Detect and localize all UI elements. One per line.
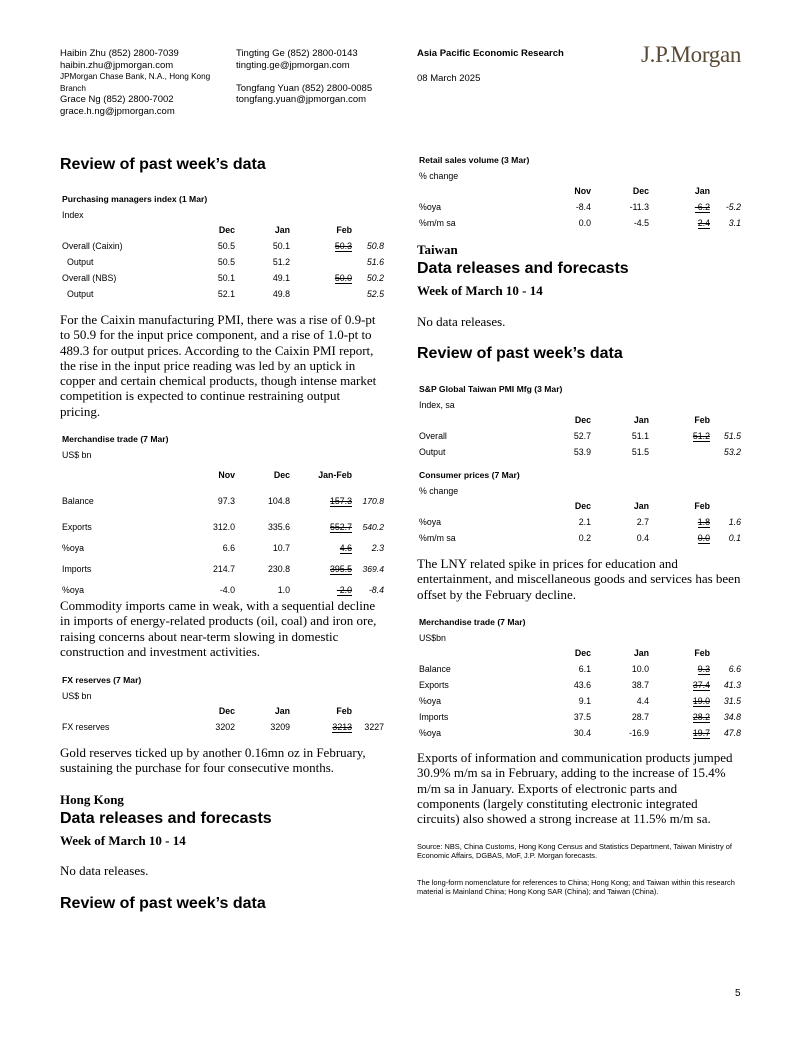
col-header: Dec: [273, 470, 290, 480]
value: 2.1: [578, 517, 591, 527]
actual-value: -8.4: [368, 585, 385, 595]
row-label: Imports: [62, 564, 92, 574]
table-row: [62, 238, 384, 254]
actual-value: 540.2: [362, 521, 385, 532]
actual-value: 2.3: [371, 543, 385, 553]
consumer-prices-table: [419, 467, 741, 546]
table-unit: US$bn: [419, 632, 446, 643]
actual-value: 170.8: [362, 495, 385, 506]
value: 4.4: [636, 696, 649, 706]
value: 0.4: [636, 533, 649, 543]
row-label: Balance: [62, 496, 94, 506]
value: 9.1: [578, 696, 591, 706]
forecast-value: 3213: [332, 722, 352, 732]
author-affiliation: JPMorgan Chase Bank, N.A., Hong Kong Branch: [60, 72, 211, 93]
value: 50.1: [272, 241, 290, 251]
table-unit: % change: [419, 170, 459, 181]
value: -16.9: [628, 728, 649, 738]
forecast-value: 552.7: [329, 522, 352, 532]
forecast-value: 51.2: [692, 431, 710, 441]
value: 51.5: [631, 447, 649, 457]
forecast-value: 50.3: [334, 241, 352, 251]
section-heading: Review of past week’s data: [417, 345, 623, 362]
col-header: Feb: [336, 706, 352, 716]
author-block-2: [236, 48, 411, 106]
paragraph: Exports of information and communication products jumped 30.9% m/m sa in February, adding to the increase of 15.4% m/m sa in January. Exports of electronic parts and components (largely constituting electronic integrated circuits) also showed a strong increase at 11.5% m/m sa.: [417, 750, 733, 827]
actual-value: 0.1: [728, 533, 741, 543]
value: 97.3: [217, 496, 235, 506]
value: -8.4: [575, 202, 591, 212]
value: 104.8: [267, 496, 290, 506]
col-header: Feb: [336, 225, 352, 235]
author-email[interactable]: haibin.zhu@jpmorgan.com: [60, 59, 174, 71]
forecast-value: 19.7: [692, 728, 710, 738]
table-row: [419, 428, 741, 444]
merchandise-trade-table: [62, 431, 384, 598]
table-row: [62, 582, 384, 598]
col-header: Dec: [632, 186, 649, 196]
forecast-value: 9.3: [697, 664, 710, 674]
col-header: Dec: [574, 648, 591, 658]
forecast-value: 157.3: [329, 496, 352, 506]
table-row: [62, 514, 384, 540]
taiwan-trade-table: [419, 614, 741, 741]
actual-value: 51.6: [366, 257, 385, 267]
col-header: Jan: [633, 501, 649, 511]
author-block-1: [60, 48, 235, 118]
table-row: [62, 488, 384, 514]
actual-value: 52.5: [366, 289, 385, 299]
row-label: Exports: [419, 680, 449, 690]
value: 312.0: [212, 522, 235, 532]
row-label: Output: [67, 289, 94, 299]
pmi-table: [62, 191, 384, 302]
row-label: %oya: [62, 543, 85, 553]
value: 0.0: [578, 218, 591, 228]
table-unit: Index, sa: [419, 399, 455, 410]
table-row: [419, 514, 741, 530]
actual-value: 34.8: [723, 712, 742, 722]
col-header: Feb: [694, 648, 710, 658]
value: 2.7: [636, 517, 649, 527]
table-unit: Index: [62, 209, 84, 220]
week-label: Week of March 10 - 14: [417, 283, 543, 298]
table-unit: % change: [419, 485, 459, 496]
value: 51.1: [631, 431, 649, 441]
week-label: Week of March 10 - 14: [60, 833, 186, 848]
author-email[interactable]: tingting.ge@jpmorgan.com: [236, 59, 350, 71]
value: 49.1: [272, 273, 290, 283]
forecast-value: 28.2: [692, 712, 710, 722]
col-header: Jan-Feb: [318, 470, 352, 480]
paragraph: Commodity imports came in weak, with a sequential decline in imports of energy-related products (oil, coal) and iron ore, raising concerns about near-term slowing in domestic construction and investment activities.: [60, 598, 377, 659]
row-label: Exports: [62, 522, 92, 532]
value: 1.0: [277, 585, 290, 595]
row-label: Overall (NBS): [62, 273, 117, 283]
table-row: [419, 530, 741, 546]
value: -11.3: [629, 202, 649, 212]
actual-value: 53.2: [723, 447, 742, 457]
table-row: [62, 286, 384, 302]
table-unit: US$ bn: [62, 449, 92, 460]
disclaimer-note: The long-form nomenclature for references to China; Hong Kong; and Taiwan within this research material is Mainland China; Hong Kong SAR (China); and Taiwan (China).: [417, 878, 735, 897]
col-header: Dec: [218, 225, 235, 235]
row-label: %oya: [419, 696, 442, 706]
paragraph: Gold reserves ticked up by another 0.16mn oz in February, sustaining the purchase for four consecutive months.: [60, 745, 366, 776]
forecast-value: -6.2: [694, 202, 710, 212]
row-label: FX reserves: [62, 722, 110, 732]
table-title: FX reserves (7 Mar): [62, 675, 142, 685]
row-label: Output: [67, 257, 94, 267]
table-title: Retail sales volume (3 Mar): [419, 155, 530, 165]
forecast-value: -2.0: [336, 585, 352, 595]
table-title: S&P Global Taiwan PMI Mfg (3 Mar): [419, 384, 563, 394]
row-label: %oya: [419, 728, 442, 738]
table-row: [62, 556, 384, 582]
col-header: Nov: [574, 186, 591, 196]
author-name: Grace Ng (852) 2800-7002: [60, 94, 174, 106]
region-heading-taiwan: Taiwan: [417, 242, 458, 257]
forecast-value: 2.4: [697, 218, 710, 228]
table-row: [62, 254, 384, 270]
value: 49.8: [272, 289, 290, 299]
no-releases-text: No data releases.: [60, 863, 149, 878]
row-label: %oya: [419, 202, 442, 212]
row-label: Imports: [419, 712, 449, 722]
actual-value: 41.3: [723, 680, 742, 690]
value: 53.9: [573, 447, 591, 457]
col-header: Nov: [218, 470, 235, 480]
value: -4.0: [219, 585, 235, 595]
table-title: Purchasing managers index (1 Mar): [62, 194, 208, 204]
table-unit: US$ bn: [62, 690, 92, 701]
value: 214.7: [212, 564, 235, 574]
value: 230.8: [267, 564, 290, 574]
col-header: Feb: [694, 501, 710, 511]
fx-reserves-table: [62, 672, 384, 735]
forecast-value: 0.0: [697, 533, 710, 543]
col-header: Jan: [633, 648, 649, 658]
author-name: Tingting Ge (852) 2800-0143: [236, 48, 358, 59]
value: 6.1: [578, 664, 591, 674]
table-title: Merchandise trade (7 Mar): [419, 617, 526, 627]
col-header: Dec: [574, 415, 591, 425]
actual-value: 6.6: [728, 664, 742, 674]
actual-value: 47.8: [723, 728, 742, 738]
col-header: Jan: [274, 225, 290, 235]
col-header: Jan: [633, 415, 649, 425]
table-row: [62, 540, 384, 556]
col-header: Feb: [694, 415, 710, 425]
row-label: %m/m sa: [419, 533, 456, 543]
value: -4.5: [633, 218, 649, 228]
col-header: Jan: [274, 706, 290, 716]
row-label: %oya: [62, 585, 85, 595]
table-title: Consumer prices (7 Mar): [419, 470, 520, 480]
value: 52.1: [217, 289, 235, 299]
report-date: 08 March 2025: [417, 73, 481, 84]
value: 52.7: [573, 431, 591, 441]
author-name: Haibin Zhu (852) 2800-7039: [60, 48, 179, 59]
value: 50.1: [217, 273, 235, 283]
table-title: Merchandise trade (7 Mar): [62, 434, 169, 444]
value: 3209: [270, 722, 290, 732]
value: 10.7: [272, 543, 290, 553]
value: 50.5: [217, 241, 235, 251]
row-label: Output: [419, 447, 446, 457]
value: 0.2: [578, 533, 591, 543]
table-row: [419, 661, 741, 677]
col-header: Jan: [694, 186, 710, 196]
table-row: [62, 270, 384, 286]
page-number: 5: [735, 988, 741, 999]
paragraph: For the Caixin manufacturing PMI, there was a rise of 0.9-pt to 50.9 for the input price component, and a rise of 1.0-pt to 489.3 for output prices. According to the Caixin PMI report, the rise in the input price reading was led by an uptick in copper and certain chemical products, though intense market competition is expected to continue restraining output pricing.: [60, 312, 377, 419]
actual-value: 50.2: [366, 273, 385, 283]
value: 10.0: [631, 664, 649, 674]
row-label: %oya: [419, 517, 442, 527]
section-heading: Review of past week’s data: [60, 156, 266, 173]
taiwan-pmi-table: [419, 381, 741, 460]
forecast-value: 37.4: [692, 680, 710, 690]
forecast-value: 50.0: [334, 273, 352, 283]
table-row: [419, 693, 741, 709]
value: 30.4: [573, 728, 591, 738]
value: 28.7: [631, 712, 649, 722]
actual-value: 3.1: [728, 218, 742, 228]
author-name: Tongfang Yuan (852) 2800-0085: [236, 82, 373, 94]
actual-value: 3227: [364, 722, 384, 732]
section-heading: Data releases and forecasts: [60, 810, 272, 827]
forecast-value: 19.0: [692, 696, 710, 706]
forecast-value: 4.6: [339, 543, 352, 553]
table-row: [419, 725, 741, 741]
row-label: Overall: [419, 431, 447, 441]
col-header: Dec: [574, 501, 591, 511]
col-header: Dec: [218, 706, 235, 716]
value: 43.6: [573, 680, 591, 690]
actual-value: 31.5: [723, 696, 742, 706]
value: 37.5: [573, 712, 591, 722]
table-row: [419, 444, 741, 460]
report-series: Asia Pacific Economic Research: [417, 48, 564, 59]
row-label: %m/m sa: [419, 218, 456, 228]
value: 38.7: [631, 680, 649, 690]
table-row: [62, 719, 384, 735]
forecast-value: 1.8: [697, 517, 710, 527]
section-heading: Data releases and forecasts: [417, 260, 629, 277]
value: 50.5: [217, 257, 235, 267]
actual-value: 51.5: [723, 431, 742, 441]
section-heading: Review of past week’s data: [60, 895, 266, 912]
value: 6.6: [222, 543, 235, 553]
table-row: [419, 709, 741, 725]
actual-value: 1.6: [728, 517, 741, 527]
table-row: [419, 677, 741, 693]
actual-value: -5.2: [725, 202, 742, 212]
row-label: Balance: [419, 664, 451, 674]
value: 335.6: [267, 522, 290, 532]
table-row: [419, 199, 741, 215]
table-row: [419, 215, 741, 231]
forecast-value: 395.5: [329, 564, 352, 574]
region-heading-hong-kong: Hong Kong: [60, 792, 124, 807]
jpmorgan-logo: J.P.Morgan: [641, 42, 742, 67]
actual-value: 369.4: [362, 563, 385, 574]
retail-sales-table: [419, 152, 741, 231]
source-note: Source: NBS, China Customs, Hong Kong Census and Statistics Department, Taiwan Ministry of Economic Affairs, DGBAS, MoF, J.P. Morgan forecasts.: [417, 842, 732, 861]
value: 3202: [215, 722, 235, 732]
no-releases-text: No data releases.: [417, 314, 506, 329]
author-email[interactable]: tongfang.yuan@jpmorgan.com: [236, 94, 367, 106]
actual-value: 50.8: [366, 241, 385, 251]
paragraph: The LNY related spike in prices for education and entertainment, and miscellaneous goods and services has been offset by the February decline.: [417, 556, 741, 602]
value: 51.2: [272, 257, 290, 267]
author-email[interactable]: grace.h.ng@jpmorgan.com: [60, 105, 175, 117]
row-label: Overall (Caixin): [62, 241, 123, 251]
